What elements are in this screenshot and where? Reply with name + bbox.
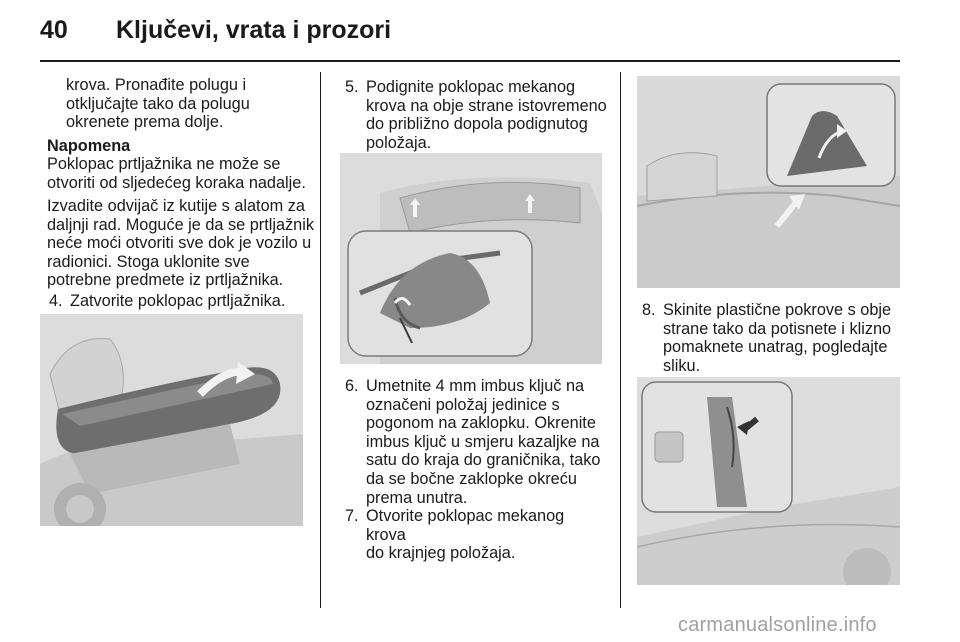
step-text: Podignite poklopac mekanog krova na obje strane istovremeno do približno dopola podignutog položaja. xyxy=(366,78,607,152)
step-text: Otvorite poklopac mekanog krova do krajnjeg položaja. xyxy=(366,507,565,563)
step-4 xyxy=(49,292,309,311)
tool-paragraph: Izvadite odvijač iz kutije s alatom za daljnji rad. Moguće je da se prtljažnik neće moći otvoriti sve dok je vozilo u radionici. Stoga uklonite sve potrebne predmete iz prtljažnika. xyxy=(47,197,314,290)
illustration-close-trunk xyxy=(40,314,303,526)
step-number: 4. xyxy=(49,292,63,310)
step-number: 7. xyxy=(345,507,359,525)
illustration-raise-cover xyxy=(340,153,602,364)
watermark: carmanualsonline.info xyxy=(678,614,877,636)
illustration-open-cover xyxy=(637,76,900,288)
step-text: Zatvorite poklopac prtljažnika. xyxy=(70,292,286,310)
column-divider-2 xyxy=(620,72,621,608)
column-divider-1 xyxy=(320,72,321,608)
step-number: 8. xyxy=(642,301,656,319)
step-6 xyxy=(345,377,607,507)
step-7 xyxy=(345,507,607,563)
step-text: Umetnite 4 mm imbus ključ na označeni položaj jedinice s pogonom na zaklopku. Okrenite imbus ključ u smjeru kazaljke na satu do kraja do graničnika, tako da se bočne zaklopke okreću prema unutra. xyxy=(366,377,601,507)
continued-step-text: krova. Pronađite polugu i otključajte tako da polugu okrenete prema dolje. xyxy=(66,76,250,132)
note-text: Poklopac prtljažnika ne može se otvoriti od sljedećeg koraka nadalje. xyxy=(47,155,306,192)
note-heading: Napomena xyxy=(47,137,131,155)
header-rule xyxy=(40,60,900,62)
page-number: 40 xyxy=(40,16,68,44)
step-8 xyxy=(642,301,900,375)
step-number: 6. xyxy=(345,377,359,395)
page-title: Ključevi, vrata i prozori xyxy=(116,16,392,44)
step-text: Skinite plastične pokrove s obje strane tako da potisnete i klizno pomaknete unatrag, pogledajte sliku. xyxy=(663,301,892,375)
step-number: 5. xyxy=(345,78,359,96)
step-5 xyxy=(345,78,607,152)
illustration-remove-cover xyxy=(637,377,900,585)
